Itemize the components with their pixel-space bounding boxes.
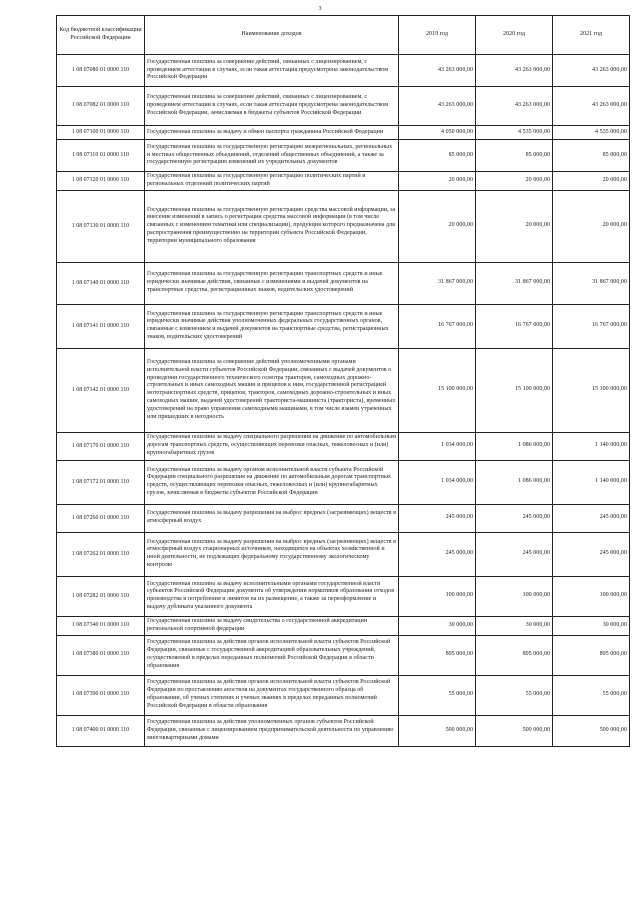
row-value-2020: 16 767 000,00 bbox=[476, 304, 553, 348]
row-value-2020: 31 867 000,00 bbox=[476, 262, 553, 304]
row-value-2020: 43 263 000,00 bbox=[476, 87, 553, 126]
row-value-2021: 245 000,00 bbox=[553, 532, 630, 576]
table-row bbox=[57, 172, 630, 191]
row-value-2019: 31 867 000,00 bbox=[399, 262, 476, 304]
row-name: Государственная пошлина за действия уполномоченных органов субъектов Российской Федерации, связанные с лицензированием предпринимательской деятельности по управлению многоквартирными домами bbox=[145, 715, 399, 746]
row-value-2019: 245 000,00 bbox=[399, 532, 476, 576]
row-value-2020: 1 086 000,00 bbox=[476, 432, 553, 460]
table-row bbox=[57, 55, 630, 87]
row-value-2019: 895 000,00 bbox=[399, 635, 476, 675]
row-value-2019: 55 000,00 bbox=[399, 675, 476, 715]
row-value-2020: 15 100 000,00 bbox=[476, 348, 553, 432]
row-value-2019: 4 050 000,00 bbox=[399, 126, 476, 140]
row-value-2020: 4 535 000,00 bbox=[476, 126, 553, 140]
row-value-2020: 20 000,00 bbox=[476, 190, 553, 262]
row-value-2021: 30 000,00 bbox=[553, 616, 630, 635]
row-name: Государственная пошлина за выдачу специального разрешения на движение по автомобильным дорогам транспортных средств, осуществляющих перевозки опасных, тяжеловесных и (или) крупногабаритных грузов bbox=[145, 432, 399, 460]
row-code: 1 08 07130 01 0000 110 bbox=[57, 190, 145, 262]
row-value-2019: 85 000,00 bbox=[399, 140, 476, 172]
row-value-2019: 16 767 000,00 bbox=[399, 304, 476, 348]
row-value-2019: 20 000,00 bbox=[399, 190, 476, 262]
header-2019: 2019 год bbox=[399, 16, 476, 55]
row-value-2019: 15 100 000,00 bbox=[399, 348, 476, 432]
row-name: Государственная пошлина за выдачу органом исполнительной власти субъекта Российской Федерации специального разрешения на движение по автомобильным дорогам транспортных средств, осуществляющих перевозки опасных, тяжеловесных и (или) крупногабаритных грузов, зачисляемая в бюджеты субъектов Российской Федерации bbox=[145, 460, 399, 504]
row-value-2021: 245 000,00 bbox=[553, 504, 630, 532]
row-value-2021: 1 140 000,00 bbox=[553, 432, 630, 460]
header-name: Наименование доходов bbox=[145, 16, 399, 55]
row-value-2021: 4 535 000,00 bbox=[553, 126, 630, 140]
row-value-2020: 245 000,00 bbox=[476, 504, 553, 532]
table-header-row bbox=[57, 16, 630, 55]
row-name: Государственная пошлина за выдачу разрешения на выброс вредных (загрязняющих) веществ в атмосферный воздух bbox=[145, 504, 399, 532]
row-name: Государственная пошлина за выдачу исполнительными органами государственной власти субъектов Российской Федерации документа об утверждении нормативов образования отходов производства и потребления и лимитов на их размещение, а также за переоформление и выдачу дубликата указанного документа bbox=[145, 576, 399, 616]
row-value-2019: 1 034 000,00 bbox=[399, 432, 476, 460]
row-value-2020: 30 000,00 bbox=[476, 616, 553, 635]
row-value-2021: 895 000,00 bbox=[553, 635, 630, 675]
table-row bbox=[57, 635, 630, 675]
row-value-2021: 31 867 000,00 bbox=[553, 262, 630, 304]
row-code: 1 08 07262 01 0000 110 bbox=[57, 532, 145, 576]
row-value-2021: 43 263 000,00 bbox=[553, 55, 630, 87]
revenue-table bbox=[56, 15, 630, 747]
row-code: 1 08 07340 01 0000 110 bbox=[57, 616, 145, 635]
row-code: 1 08 07141 01 0000 110 bbox=[57, 304, 145, 348]
row-value-2021: 500 000,00 bbox=[553, 715, 630, 746]
header-2020: 2020 год bbox=[476, 16, 553, 55]
row-code: 1 08 07390 01 0000 110 bbox=[57, 675, 145, 715]
row-name: Государственная пошлина за совершение действий уполномоченными органами исполнительной власти субъектов Российской Федерации, связанных с выдачей документов о проведении государственного технического осмотра тракторов, самоходных дорожно-строительных и иных самоходных машин и прицепов к ним, государственной регистрацией мототранспортных средств, прицепов, тракторов, самоходных дорожно-строительных и иных самоходных машин, выдачей удостоверений тракториста-машиниста (тракториста), временных удостоверений на право управления самоходными машинами, в том числе взамен утраченных или пришедших в негодность bbox=[145, 348, 399, 432]
table-row bbox=[57, 348, 630, 432]
row-value-2020: 43 263 000,00 bbox=[476, 55, 553, 87]
row-value-2019: 500 000,00 bbox=[399, 715, 476, 746]
row-name: Государственная пошлина за выдачу свидетельства о государственной аккредитации региональной спортивной федерации bbox=[145, 616, 399, 635]
table-row bbox=[57, 504, 630, 532]
table-row bbox=[57, 532, 630, 576]
row-value-2021: 100 000,00 bbox=[553, 576, 630, 616]
row-value-2021: 15 100 000,00 bbox=[553, 348, 630, 432]
row-value-2020: 500 000,00 bbox=[476, 715, 553, 746]
table-row bbox=[57, 304, 630, 348]
row-code: 1 08 07142 01 0000 110 bbox=[57, 348, 145, 432]
row-code: 1 08 07120 01 0000 110 bbox=[57, 172, 145, 191]
row-value-2020: 245 000,00 bbox=[476, 532, 553, 576]
row-name: Государственная пошлина за государственную регистрацию транспортных средств и иные юридически значимые действия уполномоченных федеральных государственных органов, связанные с изменением и выдачей документов на транспортные средства, регистрационных знаков, водительских удостоверений bbox=[145, 304, 399, 348]
table-row bbox=[57, 87, 630, 126]
row-value-2019: 43 263 000,00 bbox=[399, 87, 476, 126]
row-code: 1 08 07100 01 0000 110 bbox=[57, 126, 145, 140]
table-row bbox=[57, 126, 630, 140]
row-code: 1 08 07400 01 0000 110 bbox=[57, 715, 145, 746]
row-value-2021: 1 140 000,00 bbox=[553, 460, 630, 504]
row-code: 1 08 07110 01 0000 110 bbox=[57, 140, 145, 172]
row-value-2019: 20 000,00 bbox=[399, 172, 476, 191]
row-value-2020: 100 000,00 bbox=[476, 576, 553, 616]
row-name: Государственная пошлина за совершение действий, связанных с лицензированием, с проведением аттестации в случаях, если такая аттестация предусмотрена законодательством Российской Федерации, зачисляемая в бюджеты субъектов Российской Федерации bbox=[145, 87, 399, 126]
row-value-2020: 55 000,00 bbox=[476, 675, 553, 715]
row-code: 1 08 07082 01 0000 110 bbox=[57, 87, 145, 126]
row-name: Государственная пошлина за совершение действий, связанных с лицензированием, с проведением аттестации в случаях, если такая аттестация предусмотрена законодательством Российской Федерации bbox=[145, 55, 399, 87]
row-code: 1 08 07260 01 0000 110 bbox=[57, 504, 145, 532]
row-value-2019: 245 000,00 bbox=[399, 504, 476, 532]
row-value-2020: 1 086 000,00 bbox=[476, 460, 553, 504]
row-value-2021: 85 000,00 bbox=[553, 140, 630, 172]
table-row bbox=[57, 140, 630, 172]
row-value-2021: 16 767 000,00 bbox=[553, 304, 630, 348]
row-code: 1 08 07282 01 0000 110 bbox=[57, 576, 145, 616]
row-value-2021: 55 000,00 bbox=[553, 675, 630, 715]
row-code: 1 08 07380 01 0000 110 bbox=[57, 635, 145, 675]
row-code: 1 08 07170 01 0000 110 bbox=[57, 432, 145, 460]
row-value-2020: 20 000,00 bbox=[476, 172, 553, 191]
table-row bbox=[57, 715, 630, 746]
row-name: Государственная пошлина за государственную регистрацию средства массовой информации, за внесение изменений в запись о регистрации средства массовой информации (в том числе связанных с изменением тематики или специализации), продукция которого предназначена для распространения преимущественно на территории субъекта Российской Федерации, территории муниципального образования bbox=[145, 190, 399, 262]
page-number: 3 bbox=[318, 6, 322, 12]
table-row bbox=[57, 262, 630, 304]
table-row bbox=[57, 460, 630, 504]
header-2021: 2021 год bbox=[553, 16, 630, 55]
table-row bbox=[57, 432, 630, 460]
row-name: Государственная пошлина за государственную регистрацию транспортных средств и иные юридически значимые действия, связанные с изменениями и выдачей документов на транспортные средства, регистрационных знаков, водительских удостоверений bbox=[145, 262, 399, 304]
row-value-2021: 20 000,00 bbox=[553, 190, 630, 262]
row-code: 1 08 07080 01 0000 110 bbox=[57, 55, 145, 87]
table-row bbox=[57, 576, 630, 616]
row-code: 1 08 07140 01 0000 110 bbox=[57, 262, 145, 304]
row-value-2019: 43 263 000,00 bbox=[399, 55, 476, 87]
row-value-2020: 895 000,00 bbox=[476, 635, 553, 675]
row-name: Государственная пошлина за действия органов исполнительной власти субъектов Российской Федерации, связанные с государственной аккредитацией образовательных учреждений, осуществляемой в пределах переданных полномочий Российской Федерации в области образования bbox=[145, 635, 399, 675]
row-name: Государственная пошлина за государственную регистрацию межрегиональных, региональных и местных общественных объединений, отделений общественных объединений, а также за государственную регистрацию изменений их учредительных документов bbox=[145, 140, 399, 172]
table-row bbox=[57, 190, 630, 262]
header-code: Код бюджетной классификации Российской Федерации bbox=[57, 16, 145, 55]
row-value-2019: 100 000,00 bbox=[399, 576, 476, 616]
row-value-2021: 43 263 000,00 bbox=[553, 87, 630, 126]
table-row bbox=[57, 675, 630, 715]
row-name: Государственная пошлина за государственную регистрацию политических партий и региональных отделений политических партий bbox=[145, 172, 399, 191]
row-value-2020: 85 000,00 bbox=[476, 140, 553, 172]
row-name: Государственная пошлина за выдачу разрешения на выброс вредных (загрязняющих) веществ в атмосферный воздух стационарных источников, находящихся на объектах хозяйственной и иной деятельности, не подлежащих федеральному государственному экологическому контролю bbox=[145, 532, 399, 576]
row-name: Государственная пошлина за выдачу и обмен паспорта гражданина Российской Федерации bbox=[145, 126, 399, 140]
row-code: 1 08 07172 01 0000 110 bbox=[57, 460, 145, 504]
row-value-2021: 20 000,00 bbox=[553, 172, 630, 191]
row-name: Государственная пошлина за действия органов исполнительной власти субъектов Российской Федерации по проставлению апостиля на документах государственного образца об образовании, об ученых степенях и ученых званиях в пределах переданных полномочий Российской Федерации в области образования bbox=[145, 675, 399, 715]
row-value-2019: 30 000,00 bbox=[399, 616, 476, 635]
table-row bbox=[57, 616, 630, 635]
row-value-2019: 1 034 000,00 bbox=[399, 460, 476, 504]
